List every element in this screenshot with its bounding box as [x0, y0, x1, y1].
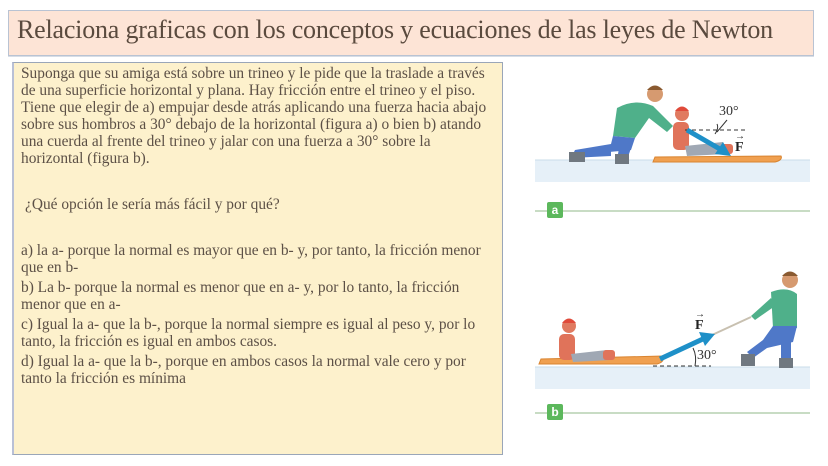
page-title: Relaciona graficas con los conceptos y ecuaciones de las leyes de Newton [17, 15, 773, 44]
figure-a-caption [535, 202, 810, 218]
figure-a [535, 78, 810, 228]
caption-divider [535, 210, 810, 212]
vector-arrow-icon: → [735, 131, 745, 142]
angle-label-b: 30° [697, 348, 717, 363]
option-b[interactable]: b) La b- porque la normal es menor que en a- y, por lo tanto, la fricción menor que en a- [21, 279, 460, 313]
answer-options [21, 242, 496, 387]
force-label-b: → F [695, 309, 705, 333]
question-panel [12, 62, 503, 455]
push-sled-illustration [535, 78, 810, 198]
option-a[interactable]: a) la a- porque la normal es mayor que en b- y, por tanto, la fricción menor que en b- [21, 242, 481, 276]
angle-label-a: 30° [719, 104, 739, 119]
vector-arrow-icon: → [695, 309, 705, 320]
pull-sled-illustration [535, 262, 810, 392]
title-banner [8, 10, 814, 56]
force-label-a: → F [735, 131, 745, 155]
question-text: ¿Qué opción le sería más fácil y por qué? [25, 196, 280, 213]
figure-badge-a: a [547, 202, 563, 218]
figure-b-caption [535, 404, 810, 420]
figure-badge-b: b [547, 404, 563, 420]
problem-statement: Suponga que su amiga está sobre un trineo y le pide que la traslade a través de una superficie horizontal y plana. Hay fricción entre el trineo y el piso. Tiene que elegir de a) empujar desde atrás aplicando una fuerza hacia abajo sobre sus hombros a 30° debajo de la horizontal (figura a) o bien b) atando una cuerda al frente del trineo y jalar con una fuerza a 30° sobre la horizontal (figura b). [21, 65, 487, 167]
option-c[interactable]: c) Igual la a- que la b-, porque la normal siempre es igual al peso y, por lo tanto, la fricción es igual en ambos casos. [21, 316, 476, 350]
caption-divider [535, 412, 810, 414]
figure-b [535, 262, 810, 422]
option-d[interactable]: d) Igual la a- que la b-, porque en ambos casos la normal vale cero y por tanto la fricción es mínima [21, 353, 466, 387]
